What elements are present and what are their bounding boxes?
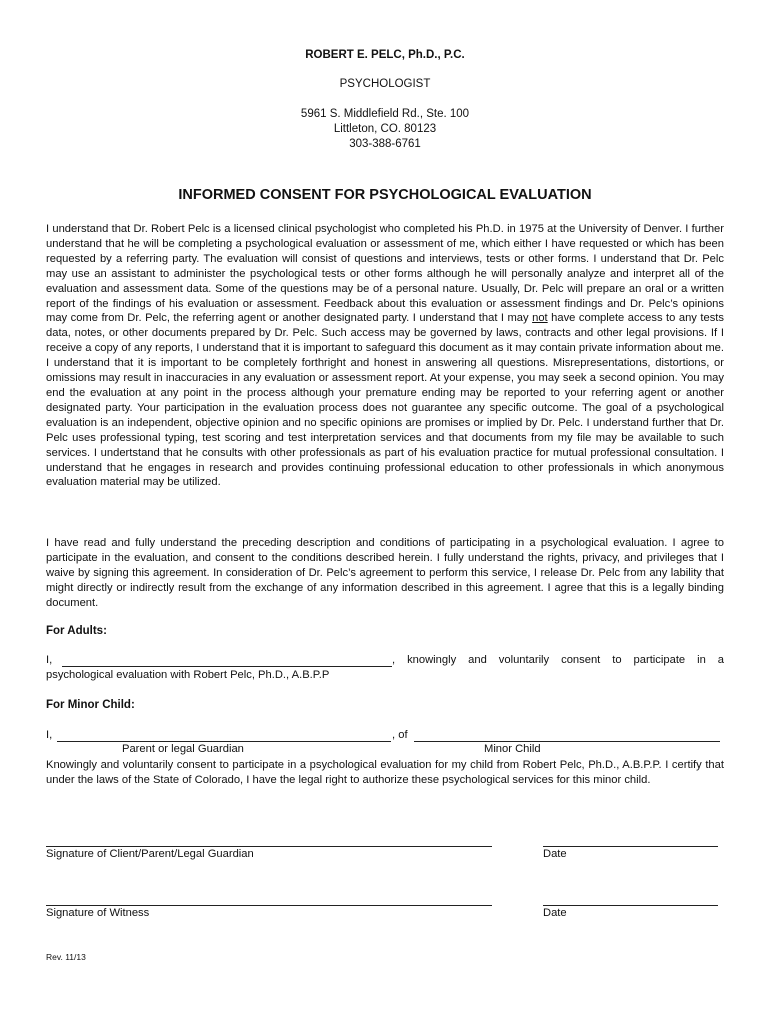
practice-name: ROBERT E. PELC, Ph.D., P.C. [305, 49, 465, 61]
minor-of-text: , of [392, 729, 408, 741]
guardian-name-field[interactable] [57, 741, 391, 742]
phone-number: 303-388-6761 [349, 138, 421, 150]
underlined-not: not [532, 312, 548, 325]
witness-date-label: Date [543, 907, 567, 919]
adults-prefix: I, [46, 654, 53, 666]
client-signature-label: Signature of Client/Parent/Legal Guardian [46, 848, 254, 860]
paragraph-1-part-b: have complete access to any tests data, notes, or other documents prepared by Dr. Pelc. Such access may be governed by laws, contracts and other legal provisions. If I receive a copy of any reports, I understand that it is important to safeguard this document as it may contain private information about me. I understand that it is important to be completely forthright and honest in answering all questions. Misrepresentations, distortions, or omissions may result in inaccuracies in any evaluation or assessment report. At your expense, you may seek a second opinion. You may end the evaluation at any point in the process although your premature ending may be reported to your referring agent or another designated party. Your participation in the evaluation process does not guarantee any specific outcome. The goal of a psychological evaluation is an independent, objective opinion and no specific opinions are promises or implied by Dr. Pelc. I understand further that Dr. Pelc uses professional typing, test scoring and test interpretation services and that documents from my file may be available to such services. I undertstand that he consults with other professionals as part of his evaluation practice for mutual professional consultation. I understand that he engages in research and provides continuing professional education to other professionals in which anonymous evaluation material may be utilized. [46, 312, 724, 489]
minor-heading: For Minor Child: [46, 699, 135, 711]
minor-prefix: I, [46, 729, 53, 741]
adult-name-field[interactable] [62, 666, 392, 667]
address-line-2: Littleton, CO. 80123 [333, 123, 437, 135]
witness-signature-label: Signature of Witness [46, 907, 150, 919]
witness-signature-field[interactable] [46, 905, 492, 906]
profession: PSYCHOLOGIST [339, 78, 431, 90]
child-caption: Minor Child [484, 743, 541, 755]
consent-paragraph-2: I have read and fully understand the preceding description and conditions of participating in a psychological evaluation. I agree to participate in the evaluation, and consent to the conditions described herein. I fully understand the rights, privacy, and privileges that I waive by signing this agreement. In consideration of Dr. Pelc’s agreement to perform this service, I release Dr. Pelc from any lability that might directly or indirectly result from the exchange of any information described in this agreement. I agree that this is a legally binding document. [46, 537, 724, 609]
paragraph-1-part-a: I understand that Dr. Robert Pelc is a licensed clinical psychologist who completed his Ph.D. in 1975 at the University of Denver. I further understand that he will be completing a psychological evaluation or assessment of me, which either I have requested or which has been requested by a referring party. The evaluation will consist of questions and interviews, tests or other forms. I understand that Dr. Pelc may use an assistant to administer the psychological tests or other forms although he will personally analyze and interpret all of the evaluation and assessment data. Some of the questions may be of a personal nature. Usually, Dr. Pelc will prepare an oral or a written report of the findings of his evaluation or assessment. Feedback about this evaluation or assessment findings and Dr. Pelc’s opinions may come from Dr. Pelc, the referring agent or another designated party. I understand that I may [46, 223, 724, 325]
document-title: INFORMED CONSENT FOR PSYCHOLOGICAL EVALUATION [178, 187, 592, 203]
client-date-label: Date [543, 848, 567, 860]
revision-note: Rev. 11/13 [46, 952, 86, 962]
address-line-1: 5961 S. Middlefield Rd., Ste. 100 [300, 108, 470, 120]
adults-consent-text: , knowingly and voluntarily consent to participate in a [392, 654, 724, 666]
adults-consent-line-2: psychological evaluation with Robert Pelc, Ph.D., A.B.P.P [46, 669, 330, 681]
adults-heading: For Adults: [46, 625, 107, 637]
client-signature-field[interactable] [46, 846, 492, 847]
client-date-field[interactable] [543, 846, 718, 847]
minor-consent-text: Knowingly and voluntarily consent to participate in a psychological evaluation for my child from Robert Pelc, Ph.D., A.B.P.P. I certify that under the laws of the State of Colorado, I have the legal right to authorize these psychological services for this minor child. [46, 759, 724, 786]
minor-child-name-field[interactable] [414, 741, 720, 742]
consent-paragraph-1 [46, 222, 724, 490]
guardian-caption: Parent or legal Guardian [122, 743, 244, 755]
witness-date-field[interactable] [543, 905, 718, 906]
